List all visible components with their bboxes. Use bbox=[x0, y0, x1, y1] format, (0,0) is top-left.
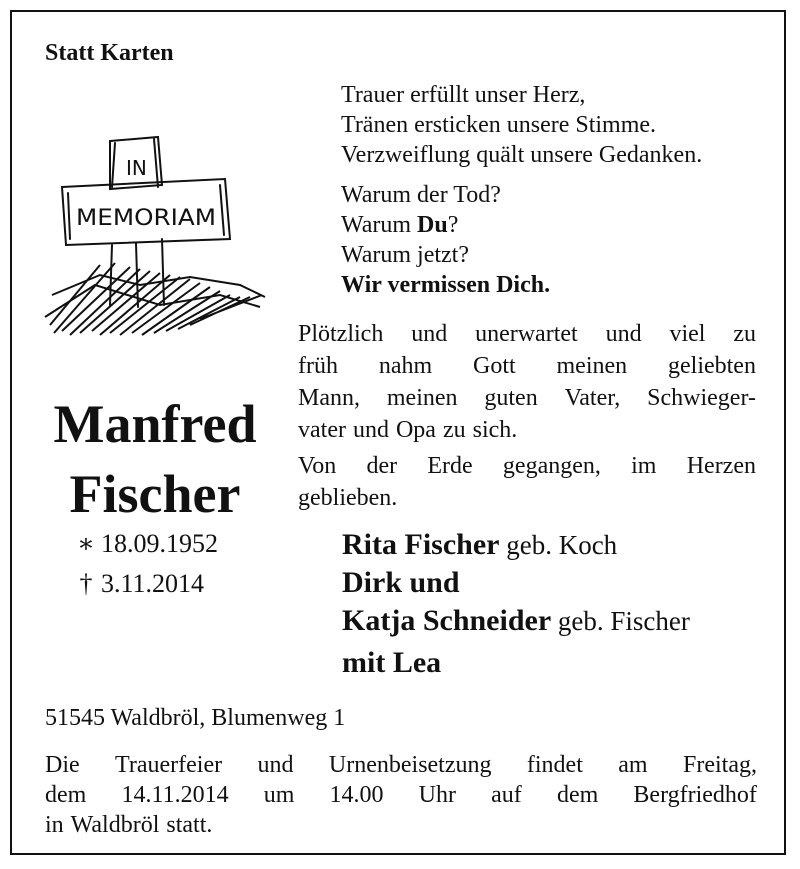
family-line bbox=[342, 526, 617, 564]
word: auf bbox=[491, 782, 522, 808]
family-name: Dirk und bbox=[342, 566, 460, 599]
birth-date: 18.09.1952 bbox=[101, 529, 218, 558]
family-note: geb. Fischer bbox=[551, 606, 690, 636]
family-note: geb. Koch bbox=[499, 530, 618, 560]
notice-heading: Statt Karten bbox=[45, 40, 174, 66]
word: guten bbox=[484, 385, 538, 411]
word: und bbox=[352, 417, 389, 443]
word: viel bbox=[669, 321, 706, 347]
text-line bbox=[298, 382, 756, 414]
text-line bbox=[45, 780, 757, 810]
word: geliebten bbox=[668, 353, 756, 379]
word: Freitag, bbox=[682, 752, 757, 778]
word: am bbox=[618, 752, 648, 778]
death-date-line bbox=[75, 564, 204, 604]
word: meinen bbox=[386, 385, 458, 411]
word: meinen bbox=[556, 353, 628, 379]
text-line bbox=[45, 810, 757, 840]
word: Die bbox=[45, 752, 80, 778]
word: Trauerfeier bbox=[115, 752, 223, 778]
word: Schwieger- bbox=[647, 385, 756, 411]
in-memoriam-cross-icon bbox=[40, 135, 270, 345]
word: im bbox=[631, 453, 657, 479]
word: um bbox=[263, 782, 295, 808]
word: 14.00 bbox=[329, 782, 384, 808]
word: dem bbox=[45, 782, 87, 808]
poem-line: Verzweiflung quält unsere Gedanken. bbox=[341, 142, 703, 168]
word: vater bbox=[298, 417, 346, 443]
poem-line bbox=[341, 270, 550, 300]
word: dem bbox=[556, 782, 599, 808]
word: in bbox=[45, 812, 64, 838]
word: sich. bbox=[472, 417, 518, 443]
cross-text: MEMORIAM bbox=[76, 206, 216, 231]
message-paragraph-1 bbox=[298, 318, 756, 446]
text-line bbox=[298, 318, 756, 350]
text-line bbox=[298, 350, 756, 382]
word: zu bbox=[442, 417, 466, 443]
poem-stanza-2 bbox=[341, 180, 550, 300]
text-line bbox=[45, 750, 757, 780]
family-name: mit Lea bbox=[342, 646, 442, 679]
word: Vater, bbox=[564, 385, 621, 411]
word: gegangen, bbox=[502, 453, 601, 479]
birth-date-line bbox=[75, 524, 218, 564]
word: 14.11.2014 bbox=[121, 782, 229, 808]
word: Mann, bbox=[298, 385, 360, 411]
poem-line: Tränen ersticken unsere Stimme. bbox=[341, 112, 657, 138]
word: Erde bbox=[427, 453, 473, 479]
birth-star-icon: ∗ bbox=[77, 529, 95, 558]
word: Herzen bbox=[686, 453, 756, 479]
family-line bbox=[342, 602, 690, 640]
text-line bbox=[298, 450, 756, 482]
family-line bbox=[342, 644, 441, 682]
funeral-info bbox=[45, 750, 757, 840]
word: statt. bbox=[166, 812, 213, 838]
family-name: Katja Schneider bbox=[342, 604, 552, 637]
word: Von bbox=[298, 453, 337, 479]
word: Opa bbox=[395, 417, 436, 443]
poem-text: ? bbox=[447, 212, 459, 238]
word: Bergfriedhof bbox=[633, 782, 757, 808]
deceased-first-name: Manfred bbox=[53, 394, 257, 454]
word: früh bbox=[298, 353, 338, 379]
death-date: 3.11.2014 bbox=[101, 569, 205, 598]
word: Uhr bbox=[418, 782, 456, 808]
word: Gott bbox=[473, 353, 516, 379]
poem-line: Warum der Tod? bbox=[341, 182, 501, 208]
poem-text: Warum bbox=[341, 212, 418, 238]
cross-drawing bbox=[40, 135, 270, 345]
word: findet bbox=[526, 752, 583, 778]
poem-line: Trauer erfüllt unser Herz, bbox=[341, 82, 586, 108]
poem-emphasis: Wir vermissen Dich. bbox=[341, 272, 551, 298]
word: unerwartet bbox=[475, 321, 578, 347]
family-line bbox=[342, 564, 460, 602]
poem-line bbox=[341, 210, 550, 240]
text-line bbox=[298, 482, 756, 514]
text-line bbox=[298, 414, 756, 446]
word: Waldbröl bbox=[70, 812, 160, 838]
word: Urnenbeisetzung bbox=[328, 752, 492, 778]
word: Plötzlich bbox=[298, 321, 384, 347]
death-cross-icon: † bbox=[79, 569, 93, 598]
deceased-last-name: Fischer bbox=[69, 464, 241, 524]
word: der bbox=[366, 453, 398, 479]
word: nahm bbox=[378, 353, 433, 379]
cross-text: IN bbox=[126, 156, 147, 180]
word: geblieben. bbox=[298, 485, 398, 511]
message-paragraph-2 bbox=[298, 450, 756, 514]
family-name: Rita Fischer bbox=[342, 528, 500, 561]
word: zu bbox=[733, 321, 756, 347]
poem-stanza-1 bbox=[341, 80, 702, 170]
word: und bbox=[605, 321, 642, 347]
word: und bbox=[257, 752, 294, 778]
poem-line: Warum jetzt? bbox=[341, 242, 470, 268]
word: und bbox=[411, 321, 448, 347]
poem-emphasis: Du bbox=[417, 212, 448, 238]
address: 51545 Waldbröl, Blumenweg 1 bbox=[45, 705, 346, 731]
